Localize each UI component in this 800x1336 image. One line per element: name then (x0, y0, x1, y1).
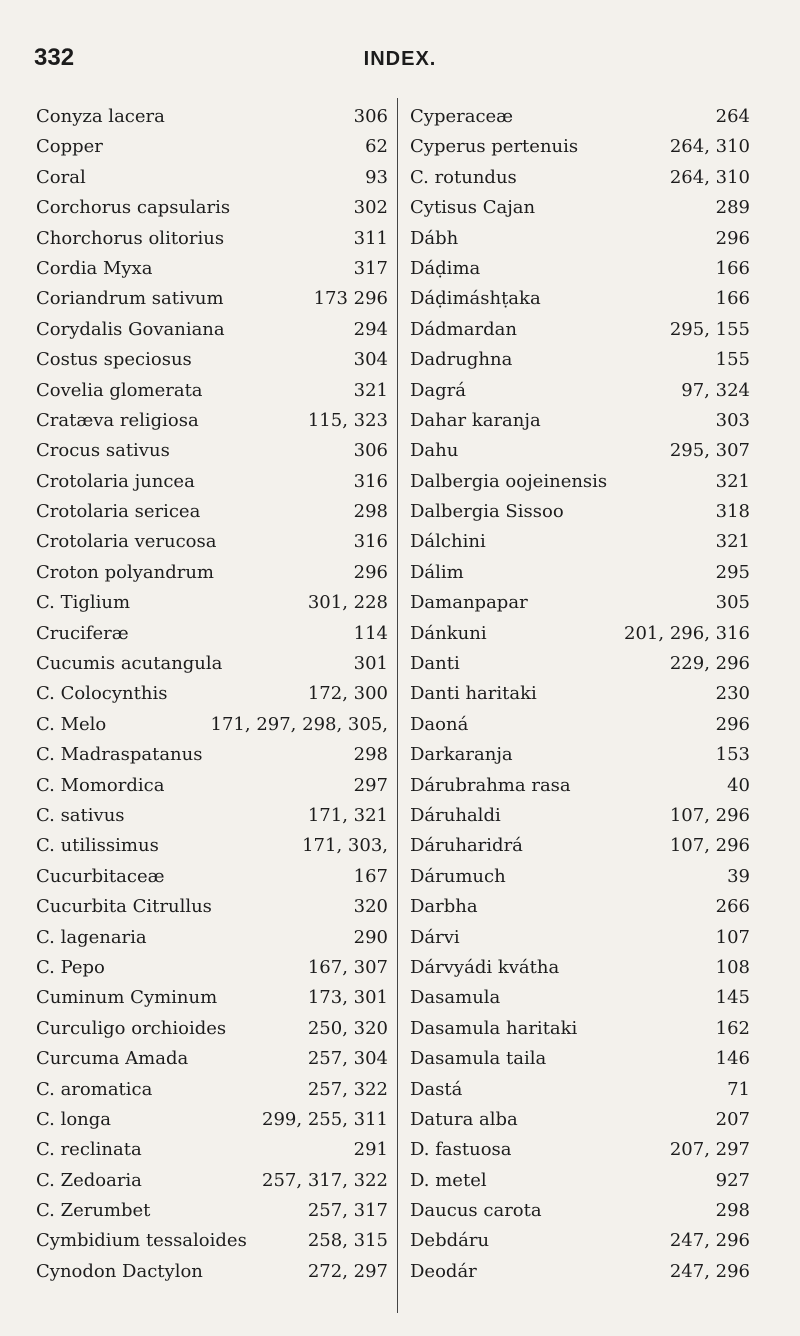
index-entry (410, 710, 750, 740)
index-term: Copper (36, 136, 103, 158)
index-entry (410, 1226, 750, 1256)
index-page-refs: 294 (353, 318, 388, 340)
index-entry (410, 923, 750, 953)
index-entry (36, 558, 388, 588)
index-term: Dasamula haritaki (410, 1017, 578, 1039)
index-page-refs: 108 (715, 956, 750, 978)
index-page-refs: 296 (715, 713, 750, 735)
index-page-refs: 207 (715, 1108, 750, 1130)
index-entry (36, 1226, 388, 1256)
index-entry (36, 1014, 388, 1044)
index-entry (410, 497, 750, 527)
index-page-refs: 321 (715, 531, 750, 553)
index-page-refs: 320 (353, 896, 388, 918)
index-page-refs: 247, 296 (669, 1230, 750, 1252)
index-entry (36, 1196, 388, 1226)
index-page-refs: 162 (715, 1017, 750, 1039)
index-page-refs: 264 (715, 106, 750, 127)
index-entry (410, 679, 750, 709)
index-term: Dádmardan (410, 318, 517, 340)
index-entry (36, 163, 388, 193)
page-header (0, 44, 800, 74)
index-entry (36, 193, 388, 223)
index-page-refs: 173 296 (313, 288, 388, 310)
index-entry (36, 740, 388, 770)
index-term: Cyperus pertenuis (410, 136, 579, 158)
index-entry (36, 710, 388, 740)
index-term: C. lagenaria (36, 926, 147, 948)
index-entry (410, 345, 750, 375)
index-page-refs: 114 (353, 622, 388, 644)
index-page-refs: 264, 310 (669, 166, 750, 188)
index-entry (36, 497, 388, 527)
index-page-refs: 171, 297, 298, 305, (210, 713, 388, 735)
index-column-right (410, 102, 750, 1287)
index-entry (410, 132, 750, 162)
index-page-refs: 298 (353, 501, 388, 523)
index-page-refs: 167 (353, 865, 388, 887)
index-page-refs: 146 (715, 1048, 750, 1070)
index-page-refs: 927 (715, 1169, 750, 1191)
index-page-refs: 172, 300 (307, 683, 388, 705)
index-entry (410, 983, 750, 1013)
index-entry (410, 315, 750, 345)
index-page-refs: 107, 296 (669, 804, 750, 826)
index-term: C. Colocynthis (36, 683, 168, 705)
index-term: Dalbergia Sissoo (410, 501, 564, 523)
index-entry (410, 527, 750, 557)
index-term: Dáḍima (410, 257, 481, 279)
index-term: Dárumuch (410, 865, 506, 887)
index-page-refs: 71 (727, 1078, 750, 1100)
index-page-refs: 62 (365, 136, 388, 158)
index-entry (410, 1135, 750, 1165)
index-entry (410, 649, 750, 679)
index-page-refs: 107, 296 (669, 835, 750, 857)
index-page-refs: 258, 315 (307, 1230, 388, 1252)
index-term: Dagrá (410, 379, 467, 401)
index-term: C. Momordica (36, 774, 165, 796)
index-term: C. Pepo (36, 956, 105, 978)
index-entry (36, 649, 388, 679)
index-term: Dáruhaldi (410, 804, 501, 826)
index-entry (36, 1135, 388, 1165)
index-term: C. Madraspatanus (36, 744, 203, 766)
index-term: C. longa (36, 1108, 112, 1130)
index-entry (36, 619, 388, 649)
index-term: Daoná (410, 713, 469, 735)
index-page-refs: 257, 322 (307, 1078, 388, 1100)
index-term: Darkaranja (410, 744, 513, 766)
index-term: Danti (410, 653, 460, 675)
index-term: Dárubrahma rasa (410, 774, 571, 796)
index-entry (410, 193, 750, 223)
index-column-left (36, 102, 388, 1287)
index-term: Cratæva religiosa (36, 409, 199, 431)
index-entry (410, 1075, 750, 1105)
index-page-refs: 317 (353, 257, 388, 279)
index-entry (36, 345, 388, 375)
index-page-refs: 166 (715, 257, 750, 279)
index-entry (36, 983, 388, 1013)
index-page-refs: 230 (715, 683, 750, 705)
index-entry (36, 1044, 388, 1074)
index-page-refs: 257, 317 (307, 1200, 388, 1222)
index-entry (36, 102, 388, 132)
index-entry (410, 1014, 750, 1044)
index-term: Dalbergia oojeinensis (410, 470, 608, 492)
index-page-refs: 166 (715, 288, 750, 310)
index-page-refs: 296 (353, 561, 388, 583)
index-page-refs: 171, 321 (307, 804, 388, 826)
index-entry (410, 254, 750, 284)
index-page-refs: 306 (353, 106, 388, 127)
index-term: Damanpapar (410, 592, 528, 614)
index-term: Dálchini (410, 531, 486, 553)
index-entry (36, 862, 388, 892)
index-page-refs: 264, 310 (669, 136, 750, 158)
index-term: C. Zerumbet (36, 1200, 151, 1222)
index-term: C. Zedoaria (36, 1169, 142, 1191)
index-entry (410, 892, 750, 922)
index-page-refs: 306 (353, 440, 388, 462)
index-term: Curculigo orchioides (36, 1017, 227, 1039)
index-term: Dábh (410, 227, 459, 249)
index-page-refs: 201, 296, 316 (624, 622, 750, 644)
index-page-refs: 298 (353, 744, 388, 766)
index-page-refs: 316 (353, 470, 388, 492)
index-term: Dadrughna (410, 349, 513, 371)
column-divider (397, 98, 398, 1313)
index-term: Cucurbitaceæ (36, 865, 165, 887)
index-page-refs: 289 (715, 197, 750, 219)
index-page-refs: 305 (715, 592, 750, 614)
index-term: Crotolaria juncea (36, 470, 195, 492)
index-page-refs: 290 (353, 926, 388, 948)
index-entry (36, 923, 388, 953)
index-entry (410, 406, 750, 436)
index-term: Darbha (410, 896, 478, 918)
index-term: Daucus carota (410, 1200, 542, 1222)
index-page-refs: 153 (715, 744, 750, 766)
index-entry (410, 619, 750, 649)
index-term: Cucumis acutangula (36, 653, 223, 675)
index-term: Debdáru (410, 1230, 490, 1252)
index-term: Dánkuni (410, 622, 487, 644)
index-page-refs: 155 (715, 349, 750, 371)
index-entry (410, 1166, 750, 1196)
index-term: C. reclinata (36, 1139, 142, 1161)
index-term: Covelia glomerata (36, 379, 203, 401)
index-page-refs: 295, 155 (669, 318, 750, 340)
index-page-refs: 250, 320 (307, 1017, 388, 1039)
index-page-refs: 298 (715, 1200, 750, 1222)
index-page-refs: 93 (365, 166, 388, 188)
index-entry (410, 163, 750, 193)
index-page-refs: 321 (715, 470, 750, 492)
index-entry (36, 436, 388, 466)
index-term: Crotolaria sericea (36, 501, 201, 523)
index-page-refs: 318 (715, 501, 750, 523)
index-term: Curcuma Amada (36, 1048, 189, 1070)
index-entry (410, 831, 750, 861)
index-page-refs: 39 (727, 865, 750, 887)
index-page-refs: 301, 228 (307, 592, 388, 614)
index-term: Dasamula taila (410, 1048, 547, 1070)
index-page-refs: 301 (353, 653, 388, 675)
index-term: Dastá (410, 1078, 463, 1100)
index-page-refs: 302 (353, 197, 388, 219)
index-entry (410, 953, 750, 983)
index-page-refs: 107 (715, 926, 750, 948)
index-page-refs: 247, 296 (669, 1260, 750, 1282)
index-entry (36, 284, 388, 314)
index-entry (410, 771, 750, 801)
index-page-refs: 304 (353, 349, 388, 371)
index-entry (36, 406, 388, 436)
index-term: Corydalis Govaniana (36, 318, 225, 340)
index-entry (36, 315, 388, 345)
index-term: Cruciferæ (36, 622, 129, 644)
index-entry (410, 862, 750, 892)
index-page-refs: 145 (715, 987, 750, 1009)
index-term: Crotolaria verucosa (36, 531, 217, 553)
index-page-refs: 229, 296 (669, 653, 750, 675)
index-page-refs: 303 (715, 409, 750, 431)
index-page-refs: 321 (353, 379, 388, 401)
index-term: Cytisus Cajan (410, 197, 536, 219)
index-term: Cymbidium tessaloides (36, 1230, 247, 1252)
index-entry (410, 102, 750, 132)
index-page-refs: 272, 297 (307, 1260, 388, 1282)
index-entry (36, 953, 388, 983)
index-page-refs: 173, 301 (307, 987, 388, 1009)
index-entry (410, 801, 750, 831)
index-term: Deodár (410, 1260, 477, 1282)
index-entry (410, 376, 750, 406)
index-term: Dahar karanja (410, 409, 541, 431)
page-number: 332 (34, 44, 75, 71)
index-term: Costus speciosus (36, 349, 192, 371)
index-term: Cucurbita Citrullus (36, 896, 212, 918)
index-term: D. metel (410, 1169, 487, 1191)
index-page-refs: 299, 255, 311 (262, 1108, 388, 1130)
index-term: Dáruharidrá (410, 835, 523, 857)
index-term: Cynodon Dactylon (36, 1260, 203, 1282)
index-entry (410, 558, 750, 588)
index-page-refs: 316 (353, 531, 388, 553)
index-entry (410, 224, 750, 254)
index-entry (410, 1196, 750, 1226)
index-term: Croton polyandrum (36, 561, 214, 583)
index-page-refs: 97, 324 (681, 379, 750, 401)
index-term: C. aromatica (36, 1078, 153, 1100)
index-page-refs: 207, 297 (669, 1139, 750, 1161)
index-page-refs: 295, 307 (669, 440, 750, 462)
index-page-refs: 297 (353, 774, 388, 796)
index-page-refs: 171, 303, (302, 835, 388, 857)
index-term: Dárvi (410, 926, 460, 948)
index-term: Corchorus capsularis (36, 197, 231, 219)
index-entry (410, 588, 750, 618)
index-entry (36, 679, 388, 709)
index-term: Cordia Myxa (36, 257, 153, 279)
index-term: Dárvyádi kvátha (410, 956, 560, 978)
index-entry (36, 527, 388, 557)
index-term: Cuminum Cyminum (36, 987, 218, 1009)
index-entry (410, 436, 750, 466)
index-term: Danti haritaki (410, 683, 537, 705)
index-page-refs: 266 (715, 896, 750, 918)
index-term: C. Tiglium (36, 592, 131, 614)
index-term: Chorchorus olitorius (36, 227, 225, 249)
index-page-refs: 291 (353, 1139, 388, 1161)
index-term: Cyperaceæ (410, 106, 514, 127)
index-page-refs: 40 (727, 774, 750, 796)
index-entry (36, 1105, 388, 1135)
index-page-refs: 257, 317, 322 (262, 1169, 388, 1191)
index-page-refs: 296 (715, 227, 750, 249)
index-term: C. utilissimus (36, 835, 159, 857)
index-entry (36, 376, 388, 406)
index-entry (36, 254, 388, 284)
running-title: INDEX. (363, 48, 437, 70)
index-entry (36, 1075, 388, 1105)
index-entry (410, 1105, 750, 1135)
index-term: C. sativus (36, 804, 125, 826)
index-term: D. fastuosa (410, 1139, 512, 1161)
index-term: Dahu (410, 440, 459, 462)
index-term: Coral (36, 166, 86, 188)
index-entry (410, 467, 750, 497)
index-term: Dasamula (410, 987, 501, 1009)
index-entry (36, 1257, 388, 1287)
index-entry (36, 801, 388, 831)
index-entry (36, 892, 388, 922)
index-term: Crocus sativus (36, 440, 170, 462)
index-term: Coriandrum sativum (36, 288, 224, 310)
index-entry (36, 771, 388, 801)
index-page-refs: 295 (715, 561, 750, 583)
index-entry (410, 284, 750, 314)
index-entry (410, 740, 750, 770)
index-term: Dáḍimáshṭaka (410, 288, 541, 310)
index-entry (36, 1166, 388, 1196)
index-entry (36, 467, 388, 497)
index-entry (36, 224, 388, 254)
index-page-refs: 311 (353, 227, 388, 249)
index-entry (36, 132, 388, 162)
index-term: Dálim (410, 561, 464, 583)
index-entry (36, 831, 388, 861)
index-term: Conyza lacera (36, 106, 165, 127)
index-entry (410, 1257, 750, 1287)
index-page-refs: 115, 323 (307, 409, 388, 431)
index-term: Datura alba (410, 1108, 518, 1130)
index-term: C. Melo (36, 713, 107, 735)
index-page-refs: 167, 307 (307, 956, 388, 978)
index-term: C. rotundus (410, 166, 517, 188)
index-entry (410, 1044, 750, 1074)
index-entry (36, 588, 388, 618)
index-page-refs: 257, 304 (307, 1048, 388, 1070)
